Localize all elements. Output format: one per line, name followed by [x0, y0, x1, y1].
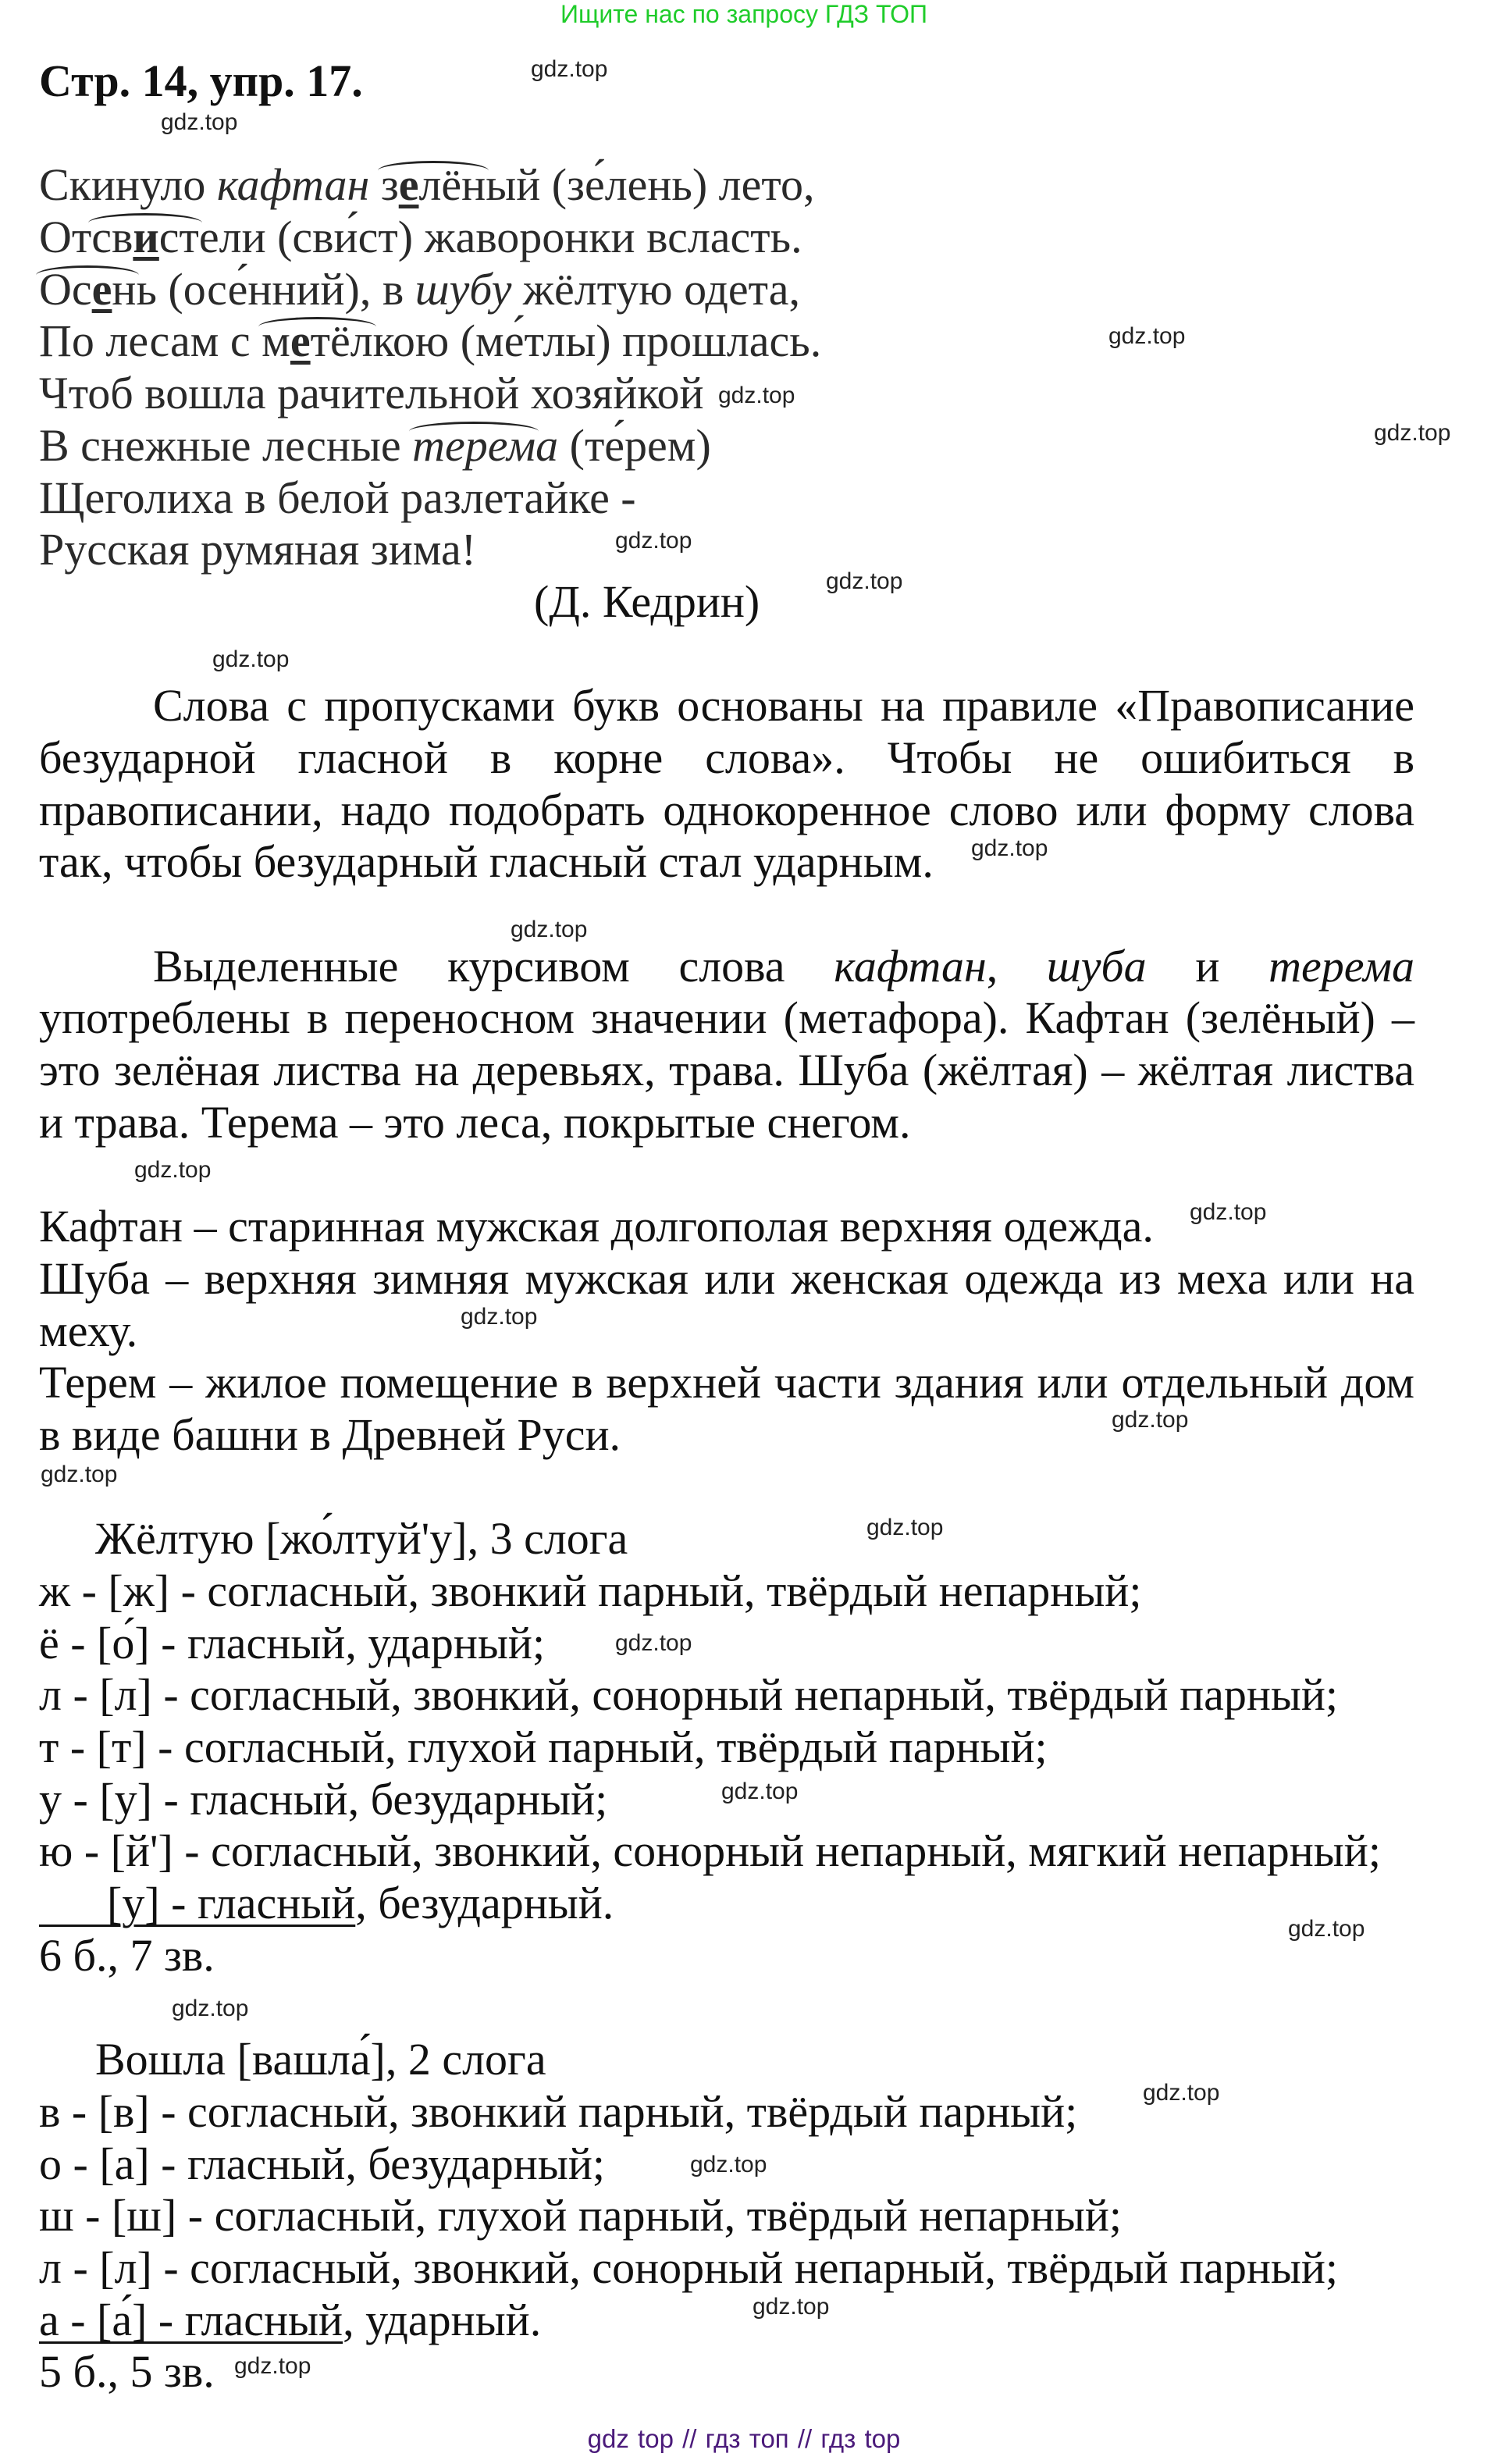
- text-segment: это зелёная листва на деревьях, трава. Шуба (жёлтая) – жёлтая листва: [39, 1045, 1414, 1096]
- text-line: [39, 992, 1414, 1045]
- watermark-text: gdz.top: [41, 1462, 118, 1487]
- text-segment: (те́рем): [558, 419, 711, 471]
- text-line: [39, 2190, 1414, 2242]
- text-line: [39, 315, 1414, 368]
- text-segment: В снежные лесные: [39, 419, 413, 471]
- text-segment: Чтоб вошла рачительной хозяйкой: [39, 368, 704, 419]
- root-arc: [262, 315, 373, 368]
- blank-line: [39, 108, 1414, 160]
- text-line: [39, 1305, 1414, 1358]
- text-line: [39, 1513, 1414, 1565]
- text-line: [39, 2295, 1414, 2347]
- text-segment: у - [у] - гласный, безударный;: [39, 1773, 608, 1825]
- text-line: [39, 785, 1414, 837]
- text-segment: л - [л] - согласный, звонкий, сонорный непарный, твёрдый парный;: [39, 1669, 1339, 1721]
- underlined-vowel: и: [133, 212, 159, 263]
- watermark-text: gdz.top: [1190, 1199, 1267, 1225]
- watermark-text: gdz.top: [172, 1996, 249, 2021]
- text-line: [39, 576, 1414, 628]
- watermark-text: gdz.top: [461, 1304, 538, 1330]
- watermark-text: gdz.top: [1112, 1407, 1189, 1433]
- watermark-text: gdz.top: [753, 2294, 830, 2320]
- text-segment: По лесам с: [39, 315, 262, 367]
- text-line: [39, 1669, 1414, 1722]
- text-segment: , ударный.: [343, 2294, 542, 2345]
- text-line: [39, 941, 1414, 993]
- watermark-text: gdz.top: [866, 1515, 944, 1540]
- text-segment: ,: [986, 940, 1047, 992]
- text-segment: Русская румяная зима!: [39, 524, 477, 575]
- text-segment: кою (ме́тлы) прошлась.: [372, 315, 822, 367]
- text-segment: , безударный.: [355, 1878, 614, 1929]
- watermark-text: gdz.top: [161, 109, 238, 135]
- text-line: [39, 524, 1414, 576]
- root-arc: [39, 264, 136, 316]
- watermark-text: gdz.top: [718, 383, 795, 408]
- text-segment: безударной гласной в корне слова». Чтобы не ошибиться в: [39, 732, 1414, 783]
- text-segment: Щеголиха в белой разлетайке -: [39, 472, 636, 523]
- text-segment: м: [262, 315, 290, 367]
- blank-line: [39, 1462, 1414, 1514]
- watermark-text: gdz.top: [134, 1157, 212, 1183]
- watermark-text: gdz.top: [690, 2152, 767, 2177]
- text-line: [39, 1618, 1414, 1670]
- watermark-text: gdz.top: [1108, 323, 1186, 349]
- italic-word: шубу: [415, 263, 512, 315]
- text-segment: з: [380, 159, 399, 211]
- text-line: [39, 680, 1414, 732]
- text-segment: л - [л] - согласный, звонкий, сонорный непарный, твёрдый парный;: [39, 2241, 1339, 2293]
- footer-links[interactable]: gdz top // гдз топ // гдз top: [587, 2424, 901, 2453]
- text-segment: н: [112, 263, 137, 315]
- text-segment: жёлтую одета,: [511, 263, 800, 315]
- watermark-text: gdz.top: [511, 917, 588, 942]
- text-segment: Выделенные курсивом слова: [153, 940, 834, 992]
- italic-word: шуба: [1046, 940, 1147, 992]
- text-line: [39, 1253, 1414, 1305]
- text-segment: правописании, надо подобрать однокоренное слово или форму слова: [39, 784, 1414, 835]
- italic-word: кафтан: [216, 159, 370, 211]
- watermark-text: gdz.top: [615, 1630, 692, 1656]
- text-segment: Терем – жилое помещение в верхней части здания или отдельный дом: [39, 1357, 1414, 1408]
- text-segment: в виде башни в Древней Руси.: [39, 1408, 621, 1460]
- search-banner[interactable]: Ищите нас по запросу ГДЗ ТОП: [560, 0, 927, 28]
- text-segment: ш - [ш] - согласный, глухой парный, твёрдый непарный;: [39, 2190, 1123, 2241]
- blank-line: [39, 1148, 1414, 1201]
- text-segment: Ос: [39, 263, 92, 315]
- root-arc: [91, 212, 199, 264]
- watermark-text: gdz.top: [234, 2353, 311, 2379]
- watermark-text: gdz.top: [531, 56, 608, 82]
- text-segment: и: [1146, 940, 1269, 992]
- text-line: [39, 1722, 1414, 1774]
- underlined-vowel: е: [290, 315, 311, 367]
- underlined-vowel: е: [91, 263, 112, 315]
- watermark-text: gdz.top: [1288, 1916, 1365, 1942]
- text-segment: св: [91, 212, 133, 263]
- text-line: [39, 212, 1414, 264]
- text-segment: ели (сви́ст) жаворонки всласть.: [198, 212, 802, 263]
- text-segment: Кафтан – старинная мужская долгополая верхняя одежда.: [39, 1201, 1154, 1252]
- text-segment: Скинуло: [39, 159, 217, 211]
- text-segment: о - [а] - гласный, безударный;: [39, 2138, 605, 2189]
- text-segment: ый (зе́лень) лето,: [486, 159, 815, 211]
- text-line: [39, 1045, 1414, 1097]
- italic-word: терем: [412, 419, 536, 471]
- text-line: [39, 472, 1414, 525]
- text-segment: ё - [о́] - гласный, ударный;: [39, 1617, 546, 1668]
- text-segment: (Д. Кедрин): [534, 575, 760, 627]
- text-line: [39, 264, 1414, 316]
- underlined-text: а - [а́] - гласный: [39, 2294, 343, 2345]
- text-line: [39, 1409, 1414, 1462]
- blank-line: [39, 888, 1414, 941]
- text-segment: 6 б., 7 зв.: [39, 1929, 215, 1981]
- text-segment: Слова с пропусками букв основаны на правиле «Правописание: [153, 680, 1414, 732]
- text-segment: 5 б., 5 зв.: [39, 2346, 215, 2398]
- text-segment: ж - [ж] - согласный, звонкий парный, твёрдый непарный;: [39, 1565, 1142, 1616]
- text-line: [39, 159, 1414, 212]
- text-segment: Жёлтую [жо́лтуй'у], 3 слога: [95, 1513, 628, 1565]
- text-segment: Шуба – верхняя зимняя мужская или женская одежда из меха или на: [39, 1252, 1414, 1304]
- text-line: [39, 836, 1414, 888]
- text-segment: в - [в] - согласный, звонкий парный, твёрдый парный;: [39, 2085, 1078, 2137]
- text-line: [39, 1930, 1414, 1982]
- underlined-text: [у] - гласный: [39, 1878, 356, 1929]
- text-line: [39, 1357, 1414, 1409]
- watermark-text: gdz.top: [1374, 420, 1451, 446]
- text-line: [39, 2034, 1414, 2086]
- text-segment: Вошла [вашла́], 2 слога: [95, 2034, 546, 2085]
- text-segment: ст: [158, 212, 199, 263]
- italic-word: а: [536, 419, 559, 471]
- watermark-text: gdz.top: [971, 835, 1048, 861]
- text-segment: употреблены в переносном значении (метафора). Кафтан (зелёный) –: [39, 992, 1414, 1044]
- root-arc: [412, 420, 536, 472]
- text-segment: меху.: [39, 1305, 138, 1356]
- page-title: [39, 55, 1414, 108]
- text-segment: лён: [418, 159, 486, 211]
- text-line: [39, 1878, 1414, 1930]
- text-segment: и трава. Терема – это леса, покрытые снегом.: [39, 1096, 911, 1148]
- watermark-text: gdz.top: [615, 528, 692, 554]
- text-line: [39, 420, 1414, 472]
- text-line: [39, 732, 1414, 785]
- watermark-text: gdz.top: [212, 646, 290, 672]
- watermark-text: gdz.top: [1143, 2080, 1220, 2106]
- watermark-text: gdz.top: [721, 1779, 799, 1804]
- italic-word: кафтан: [834, 940, 987, 992]
- text-line: [39, 1565, 1414, 1618]
- italic-word: терема: [1268, 940, 1415, 992]
- root-arc: [381, 159, 486, 212]
- underlined-vowel: е: [398, 159, 419, 211]
- text-segment: Стр. 14, упр. 17.: [39, 55, 363, 106]
- text-segment: так, чтобы безударный гласный стал ударным.: [39, 836, 934, 888]
- text-segment: ь (осе́нний), в: [136, 263, 415, 315]
- text-line: [39, 1097, 1414, 1149]
- text-segment: ю - [й'] - согласный, звонкий, сонорный непарный, мягкий непарный;: [39, 1825, 1381, 1877]
- text-line: [39, 1825, 1414, 1878]
- text-line: [39, 2242, 1414, 2295]
- text-segment: т - [т] - согласный, глухой парный, твёрдый парный;: [39, 1722, 1048, 1772]
- text-segment: От: [39, 212, 92, 263]
- text-segment: тёл: [310, 315, 373, 367]
- watermark-text: gdz.top: [826, 568, 903, 594]
